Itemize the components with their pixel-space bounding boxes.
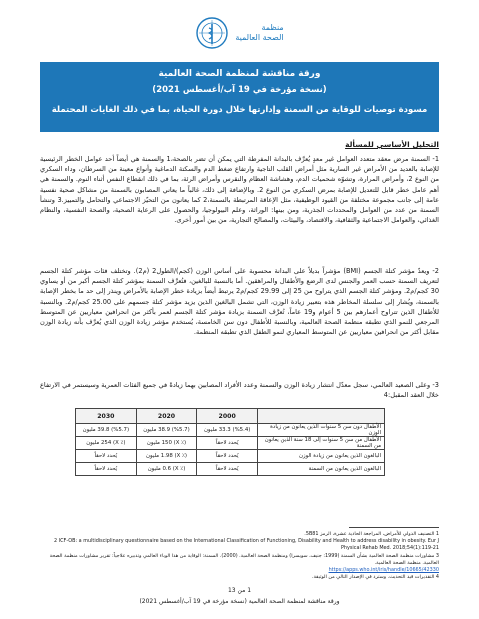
table-row-label: الأطفال دون سن 5 سنوات الذين يعانون من زيادة الوزن	[258, 424, 385, 437]
table-cell: (٪ X) 150 مليون	[136, 437, 197, 450]
footnote-2: 2 ICF-OB: a multidisciplinary questionnaire based on the International Classification of Functioning, Disability and Health to address disability in obesity. Eur J Physical Rehab Med. 2018;54(1):119-21	[54, 538, 439, 552]
paragraph-1: 1- السمنة مرض معقد متعدد العوامل غير معدٍ يُعرَّف بالبدانة المفرطة التي يمكن أن تضر بالصحة،1 والسمنة هي أيضاً أحد عوامل الخطر الرئيسية للإصابة بالعديد من الأمراض غير السارية مثل أمراض القلب التاجية وارتفاع ضغط الدم والسكتة الدماغية وأنواع معينة من السرطان، وداء السكري من النوع 2، وأمراض المرارة، وتشوّه شحميات الدم، وهشاشة العظام والنقرس وأمراض الرئة، بما في ذلك انقطاع النفس أثناء النوم. والسمنة هي أهم عامل خطر قابل للتعديل للإصابة بمرض السكري من النوع 2. وبالإضافة إلى ذلك، غالباً ما يعاني المصابون بالسمنة من مشاكل صحية نفسية عامة إلى جانب مجموعة مختلفة من القيود الوظيفية، مثل الإعاقة المرتبطة بالسمنة،2 كما يعانون من التحيّز الاجتماعي والتحامل والتمييز.3 وتنشأ السمنة من عدد من العوامل والمحددات الجذرية، ومن بينها: الوراثة، وعلم البيولوجيا، والحصول على الرعاية الصحية، والصحة النفسية، والنظام الغذائي، والعوامل الاجتماعية والثقافية، والاقتصاد، والبيئات، والمصالح التجارية، من بين أمور أخرى.	[40, 155, 440, 225]
footnote-3: 3 مشاورات منظمة الصحة العالمية بشأن السمنة (1999: جنيف، سويسرا) ومنظمة الصحة العالمية. (2000). السمنة: الوقاية من هذا الوباء العالمي وتدبيره علاجياً: تقرير مشاورات منظمة الصحة العالمية. منظمة الصحة العالمية.	[49, 552, 439, 566]
table-row-label: البالغون الذين يعانون من السمنة	[258, 463, 385, 476]
table-cell: (%5.7) 38.9 مليون	[136, 424, 197, 437]
table-cell: يُحدد لاحقاً	[76, 463, 137, 476]
table-row	[76, 463, 385, 476]
section-title: التحليل الأساسي للمسألة	[345, 140, 439, 149]
table-header-row	[76, 409, 385, 424]
footnote-4: 4 التقديرات قيد التحديث. وسترد في الإصدار التالي من الوثيقة.	[311, 574, 439, 581]
header-title: ورقة مناقشة لمنظمة الصحة العالمية	[158, 69, 321, 79]
table-cell: (%5.4) 33.3 مليون	[197, 424, 258, 437]
table-cell: (٪ X) 254 مليون	[76, 437, 137, 450]
footnote-3-link[interactable]: https://apps.who.int/iris/handle/10665/42330	[328, 567, 439, 574]
table-row	[76, 424, 385, 437]
paragraph-2: 2- ويعدّ مؤشر كتلة الجسم (BMI) مؤشراً بديلاً على البدانة محسوبة على أساس الوزن (كجم)/الطول2 (م2). وتختلف فئات مؤشر كتلة الجسم لتعريف السمنة حسب العمر والجنس لدى الرضع والأطفال والمراهقين. أما بالنسبة للبالغين، فتُعرَّف السمنة بمؤشر كتلة الجسم أكبر من أو يساوي 30 كجم/م2. ومؤشر كتلة الجسم الذي يتراوح من 25 إلى 29.99 كجم/م2 يرتبط أيضاً بزيادة خطر الإصابة بالأمراض وينذر إلى حد ما بخطر الإصابة بالسمنة، ويُشار إلى سلسلة المخاطر هذه بتعبير زيادة الوزن، التي تشمل البالغين الذين يزيد مؤشر كتلة جسمهم على 25.00 كجم/م2. وبالنسبة للأطفال الذين تتراوح أعمارهم بين 5 أعوام و19 عاماً، تُعرَّف السمنة بزيادة مؤشر كتلة الجسم لعمر بأكثر من انحرافين معياريين عن المتوسط المرجعي للنمو الذي تطبقه منظمة الصحة العالمية، وبالنسبة للأطفال دون سن الخامسة، يُستخدم مؤشر زيادة الوزن الذي يُعرَّف بأنه زيادة الوزن مقابل أكثر من انحرافين معياريين عن المتوسط المعياري لنمو الطفل الذي تطبقه المنظمة.	[40, 267, 440, 337]
page-number: 1 من 13	[227, 587, 252, 594]
table-cell: يُحدد لاحقاً	[76, 450, 137, 463]
footnotes	[40, 531, 439, 581]
table-cell: (٪ X) 1.98 مليون	[136, 450, 197, 463]
table-header-2030: 2030	[76, 409, 137, 424]
table-header-2020: 2020	[136, 409, 197, 424]
table-cell: يُحدد لاحقاً	[197, 450, 258, 463]
table-cell: يُحدد لاحقاً	[197, 463, 258, 476]
table-header-empty	[258, 409, 385, 424]
table-row-label: البالغون الذين يعانون من زيادة الوزن	[258, 450, 385, 463]
table-header-2000: 2000	[197, 409, 258, 424]
table-cell: (٪ X) 0.6 مليون	[136, 463, 197, 476]
table-row	[76, 450, 385, 463]
logo-line-2: الصحة العالمية	[235, 33, 284, 42]
footnote-1: 1 التصنيف الدولي للأمراض، المراجعة الحادية عشرة، الرمز 5B81.	[304, 531, 439, 537]
paragraph-3: 3- وعلى الصعيد العالمي، سجل معدّل انتشار زيادة الوزن والسمنة وعدد الأفراد المصابين بهما زيادةً في جميع الفئات العمرية وسيستمر في الارتفاع خلال العقد المقبل:4	[40, 381, 439, 400]
prevalence-table	[75, 408, 385, 476]
who-logo	[0, 8, 479, 58]
who-logo-text	[235, 23, 283, 43]
footnote-divider	[349, 527, 439, 528]
table-row	[76, 437, 385, 450]
table-cell: يُحدد لاحقاً	[197, 437, 258, 450]
who-emblem-icon	[195, 16, 229, 50]
header-date: (نسخة مؤرخة في 19 آب/أغسطس 2021)	[152, 85, 327, 95]
table-cell: (%5.7) 39.8 مليون	[76, 424, 137, 437]
table-row-label: الأطفال من سن 5 سنوات إلى 18 سنة الذين يعانون من السمنة	[258, 437, 385, 450]
document-header	[40, 62, 439, 132]
logo-line-1: منظمة	[261, 23, 284, 32]
page-footer: ورقة مناقشة لمنظمة الصحة العالمية (نسخة مؤرخة في 19 آب/أغسطس 2021)	[139, 598, 340, 605]
header-subject: مسودة توصيات للوقاية من السمنة وإدارتها خلال دورة الحياة، بما في ذلك الغايات المحتملة	[51, 105, 428, 115]
